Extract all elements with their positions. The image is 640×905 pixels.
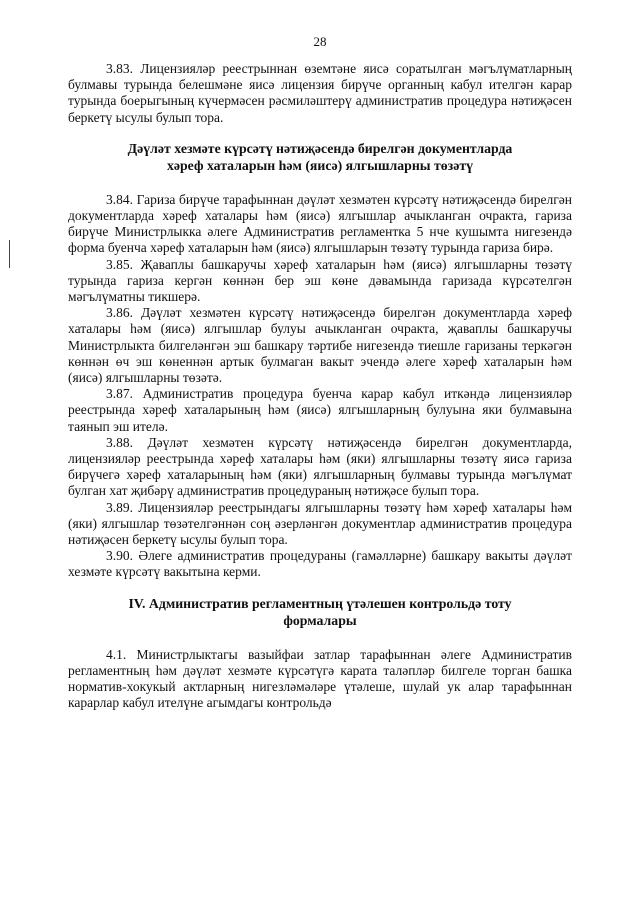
page-number: 28	[313, 34, 327, 49]
paragraph-4-1: 4.1. Министрлыктагы вазыйфаи затлар тарафыннан әлеге Административ регламентның һәм дәүләт хезмәте күрсәтүгә карата таләпләр билгеле торган башка норматив-хокукый актларның нигезләмәләре үтәлеше, шулай ук алар тарафыннан карарлар кабул ителүне агымдагы контрольдә	[68, 646, 572, 711]
paragraph-3-90: 3.90. Әлеге административ процедураны (гамәлләрне) башкару вакыты дәүләт хезмәте күрсәтү вакытына керми.	[68, 548, 572, 580]
heading-line: формалары	[283, 612, 357, 628]
document-body	[68, 61, 572, 712]
section-heading-control-forms	[68, 595, 572, 629]
paragraph-3-89: 3.89. Лицензияләр реестрындагы ялгышларны төзәтү һәм хәреф хаталары һәм (яки) ялгышлар төзәтелгәннән соң әзерләнгән документлар административ процедура нәтиҗәсен беркетү ысулы булып тора.	[68, 499, 572, 548]
paragraph-3-86: 3.86. Дәүләт хезмәтен күрсәтү нәтиҗәсендә бирелгән документларда хәреф хаталары һәм (яисә) ялгышлар булуы ачыкланган очракта, җаваплы башкаручы Министрлыкта билгеләнгән эш башкару тәртибе нигезендә тиешле гаризаны теркәгән көннән өч эш көненнән артык булмаган вакыт эчендә әлеге хәреф хаталарын һәм (яисә) ялгышларны төзәтә.	[68, 305, 572, 386]
heading-line: хәреф хаталарын һәм (яисә) ялгышларны төзәтү	[166, 157, 474, 173]
paragraph-3-83: 3.83. Лицензияләр реестрыннан өземтәне яисә соратылган мәгълүматларның булмавы турында белешмәне яисә лицензия бирүче органның кабул ителгән карар турында боерыгының күчермәсен рәсмиләштерү административ процедура нәтиҗәсен беркетү ысулы булып тора.	[68, 61, 572, 125]
paragraph-3-84: 3.84. Гариза бирүче тарафыннан дәүләт хезмәтен күрсәтү нәтиҗәсендә бирелгән документларда хәреф хаталары һәм (яисә) ялгышлар ачыкланган очракта, гариза бирүче Министрлыкка әлеге Административ регламентка 5 нче кушымта нигезендә форма буенча хәреф хаталарын һәм (яисә) ялгышларын төзәтү турында гариза бирә.	[68, 191, 572, 256]
paragraph-3-85: 3.85. Җаваплы башкаручы хәреф хаталарын һәм (яисә) ялгышларны төзәтү турында гариза кергән көннән бер эш көне дәвамында гаризада күрсәтелгән мәгълүматны тикшерә.	[68, 256, 572, 305]
heading-line: IV. Административ регламентның үтәлешен контрольдә тоту	[128, 595, 512, 611]
paragraph-3-87: 3.87. Административ процедура буенча карар кабул иткәндә лицензияләр реестрында хәреф хаталарының һәм (яисә) ялгышларның булуына яки булмавына таянып эш ителә.	[68, 386, 572, 434]
heading-line: Дәүләт хезмәте күрсәтү нәтиҗәсендә бирелгән документларда	[127, 140, 513, 156]
margin-mark	[9, 240, 10, 268]
paragraph-3-88: 3.88. Дәүләт хезмәтен күрсәтү нәтиҗәсендә бирелгән документларда, лицензияләр реестрында хәреф хаталары һәм (яки) ялгышларны төзәтү яисә гариза бирүчегә хәреф хаталарының һәм (яки) ялгышларның булмавы турында мәгълүмат булган хат җибәрү административ процедураның нәтиҗәсе булып тора.	[68, 434, 572, 499]
section-heading-typo-correction	[68, 140, 572, 174]
